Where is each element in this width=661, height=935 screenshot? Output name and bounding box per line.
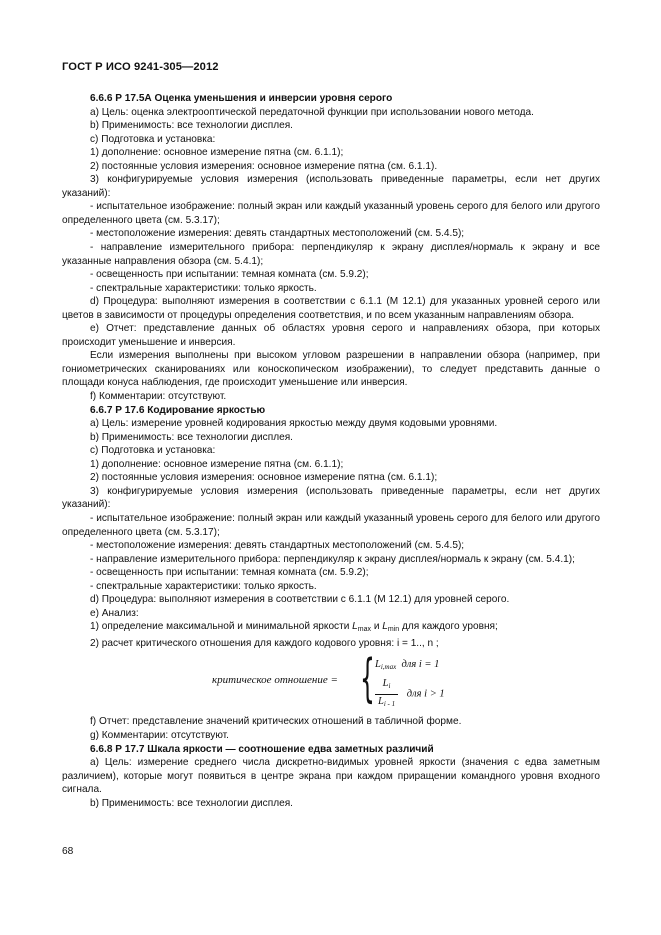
p1-paragraph: е) Отчет: представление данных об областях уровня серого и направлениях обзора, при которых происходит уменьшение и инверсия. (62, 323, 600, 348)
formula-lhs: критическое отношение = (212, 674, 338, 687)
p1-paragraph: 6.6.7 Р 17.6 Кодирование яркостью (90, 404, 266, 416)
paragraphs-block-2 (62, 715, 600, 810)
p1-paragraph: f) Комментарии: отсутствуют. (90, 391, 227, 403)
p1-paragraph: Если измерения выполнены при высоком угловом разрешении в направлении обзора (например, при гониометрических сканированиях или коноскопическом изображении), то следует представить данные о площади конуса наблюдения, где происходит уменьшение или инверсия. (62, 350, 600, 389)
p1-paragraph: - освещенность при испытании: темная комната (см. 5.9.2); (90, 567, 369, 579)
p2-paragraph: 6.6.8 Р 17.7 Шкала яркости — соотношение едва заметных различий (90, 743, 434, 755)
p1-paragraph: - испытательное изображение: полный экран или каждый указанный уровень серого для белого или другого определенного цвета (см. 5.3.17); (62, 201, 600, 226)
p1-paragraph: - спектральные характеристики: только яркость. (90, 580, 317, 592)
document-body (62, 92, 600, 810)
p1-paragraph: с) Подготовка и установка: (90, 133, 216, 145)
formula-condition: для i > 1 (406, 688, 445, 700)
formula-case-2 (375, 677, 445, 711)
formula-denominator: $L_{i - 1}$ (378, 695, 396, 708)
p1-paragraph: 1) дополнение: основное измерение пятна (см. 6.1.1); (90, 147, 344, 159)
formula-numerator: $L_i$ (375, 677, 398, 695)
p2-paragraph: f) Отчет: представление значений критических отношений в табличной форме. (90, 716, 462, 728)
p1-paragraph: - местоположение измерения: девять стандартных местоположений (см. 5.4.5); (90, 228, 465, 240)
p1-paragraph: d) Процедура: выполняют измерения в соответствии с 6.1.1 (М 12.1) для уровней серого. (90, 594, 510, 606)
p1-paragraph: - местоположение измерения: девять стандартных местоположений (см. 5.4.5); (90, 540, 465, 552)
formula-case-1: $L_{i,max}$ для i = 1 (375, 659, 440, 672)
formula-brace: { (360, 649, 375, 710)
critical-ratio-formula (62, 649, 600, 711)
p1-paragraph: - спектральные характеристики: только яркость. (90, 282, 317, 294)
p1-paragraph: - освещенность при испытании: темная комната (см. 5.9.2); (90, 269, 369, 281)
p1-paragraph: b) Применимость: все технологии дисплея. (90, 120, 293, 132)
p1-paragraph: 1) определение максимальной и минимальной яркости $L_{max}$ и $L_{min}$ для каждого уровня; (90, 621, 498, 634)
p1-paragraph: е) Анализ: (90, 607, 139, 619)
p1-paragraph: - направление измерительного прибора: перпендикуляр к экрану дисплея/нормаль к экрану и все указанные направления обзора (см. 5.4.1); (62, 242, 600, 267)
p1-paragraph: 1) дополнение: основное измерение пятна (см. 6.1.1); (90, 458, 344, 470)
p1-paragraph: 3) конфигурируемые условия измерения (использовать приведенные параметры, если нет других указаний): (62, 174, 600, 199)
p1-paragraph: а) Цель: оценка электрооптической передаточной функции при использовании нового метода. (90, 106, 534, 118)
p1-paragraph: 3) конфигурируемые условия измерения (использовать приведенные параметры, если нет других указаний): (62, 485, 600, 511)
p2-paragraph: g) Комментарии: отсутствуют. (90, 729, 229, 741)
p1-paragraph: - испытательное изображение: полный экран или каждый указанный уровень серого для белого или другого определенного цвета (см. 5.3.17); (62, 512, 600, 538)
paragraphs-block-1 (62, 92, 600, 650)
document-header: ГОСТ Р ИСО 9241-305—2012 (62, 61, 219, 73)
p1-paragraph: 2) постоянные условия измерения: основное измерение пятна (см. 6.1.1). (90, 160, 438, 172)
p1-paragraph: 2) расчет критического отношения для каждого кодового уровня: i = 1.., n ; (90, 637, 439, 649)
page-number: 68 (62, 846, 74, 857)
p1-paragraph: 2) постоянные условия измерения: основное измерение пятна (см. 6.1.1); (90, 472, 438, 484)
p1-paragraph: d) Процедура: выполняют измерения в соответствии с 6.1.1 (М 12.1) для указанных уровней серого или цветов в зависимости от процедуры определения соответствия, и по всем указанным направлениям обзора. (62, 296, 600, 321)
p1-paragraph: 6.6.6 Р 17.5А Оценка уменьшения и инверсии уровня серого (90, 93, 393, 104)
p2-paragraph: b) Применимость: все технологии дисплея. (90, 797, 293, 809)
p1-paragraph: а) Цель: измерение уровней кодирования яркостью между двумя кодовыми уровнями. (90, 418, 498, 430)
p1-paragraph: - направление измерительного прибора: перпендикуляр к экрану дисплея/нормаль к экрану (см. 5.4.1); (90, 553, 575, 565)
p1-paragraph: b) Применимость: все технологии дисплея. (90, 431, 293, 443)
p1-paragraph: с) Подготовка и установка: (90, 445, 216, 457)
p2-paragraph: а) Цель: измерение среднего числа дискретно-видимых уровней яркости (значения с едва заметным различием), которые могут появиться в центре экрана при каждом приращении командного уровня входного сигнала. (62, 757, 600, 796)
formula-fraction (375, 677, 398, 711)
